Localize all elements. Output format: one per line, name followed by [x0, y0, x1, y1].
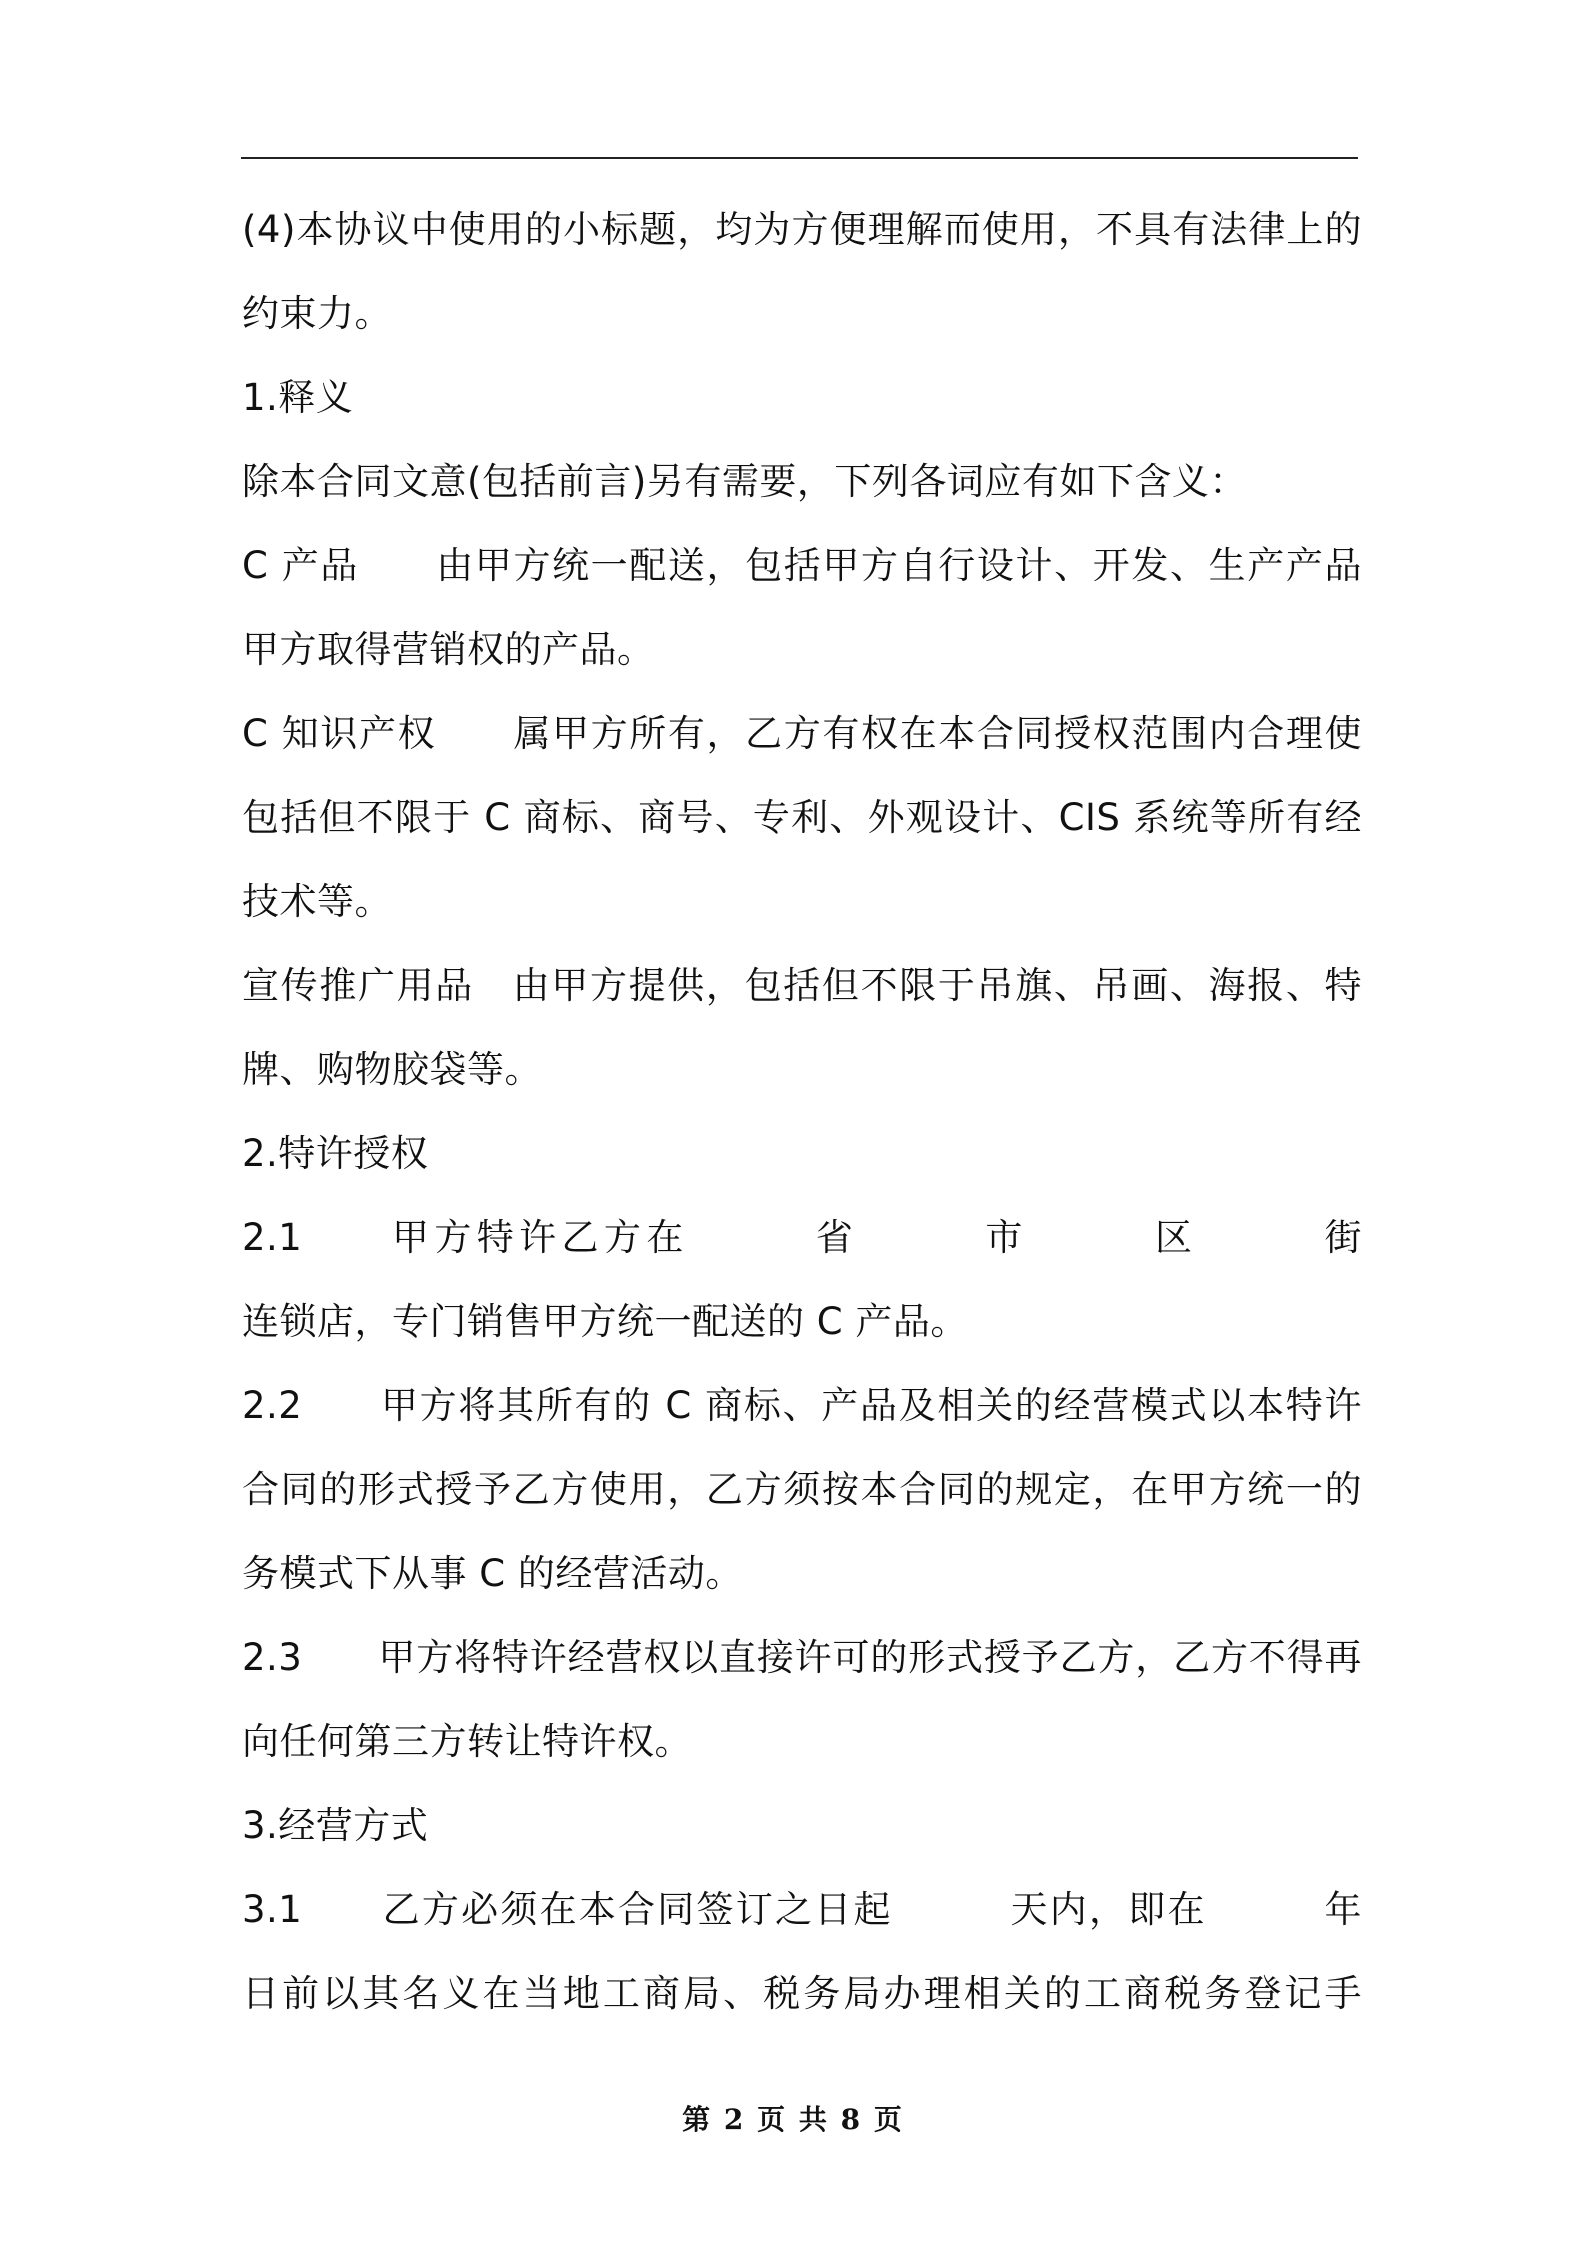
text-line: C 产品 由甲方统一配送，包括甲方自行设计、开发、生产产品: [242, 544, 1362, 587]
text-line: 连锁店，专门销售甲方统一配送的 C 产品。: [242, 1300, 968, 1343]
text-line: 牌、购物胶袋等。: [242, 1048, 542, 1091]
text-line: 合同的形式授予乙方使用，乙方须按本合同的规定，在甲方统一的: [242, 1468, 1362, 1511]
section-heading: 2.特许授权: [242, 1132, 429, 1175]
text-line: 约束力。: [242, 292, 392, 335]
document-body: [242, 188, 1362, 2036]
text-line: (4)本协议中使用的小标题，均为方便理解而使用，不具有法律上的: [242, 208, 1362, 251]
header-rule: [241, 157, 1358, 159]
text-line: 宣传推广用品 由甲方提供，包括但不限于吊旗、吊画、海报、特: [242, 964, 1362, 1007]
text-line: C 知识产权 属甲方所有，乙方有权在本合同授权范围内合理使: [242, 712, 1362, 755]
page-number: 第 2 页 共 8 页: [682, 2103, 904, 2136]
text-line: 向任何第三方转让特许权。: [242, 1720, 692, 1763]
section-heading: 3.经营方式: [242, 1804, 429, 1847]
text-line: 技术等。: [242, 880, 392, 923]
text-line: 甲方取得营销权的产品。: [242, 628, 655, 671]
section-heading: 1.释义: [242, 376, 354, 419]
text-line: 2.2 甲方将其所有的 C 商标、产品及相关的经营模式以本特许: [242, 1384, 1362, 1427]
text-line: 2.1 甲方特许乙方在 省 市 区 街: [242, 1216, 1362, 1259]
text-line: 日前以其名义在当地工商局、税务局办理相关的工商税务登记手: [242, 1972, 1362, 2015]
text-line: 除本合同文意(包括前言)另有需要，下列各词应有如下含义：: [242, 460, 1247, 503]
text-line: 3.1 乙方必须在本合同签订之日起 天内，即在 年: [242, 1888, 1362, 1931]
text-line: 务模式下从事 C 的经营活动。: [242, 1552, 743, 1595]
text-line: 包括但不限于 C 商标、商号、专利、外观设计、CIS 系统等所有经: [242, 796, 1362, 839]
text-line: 2.3 甲方将特许经营权以直接许可的形式授予乙方，乙方不得再: [242, 1636, 1362, 1679]
